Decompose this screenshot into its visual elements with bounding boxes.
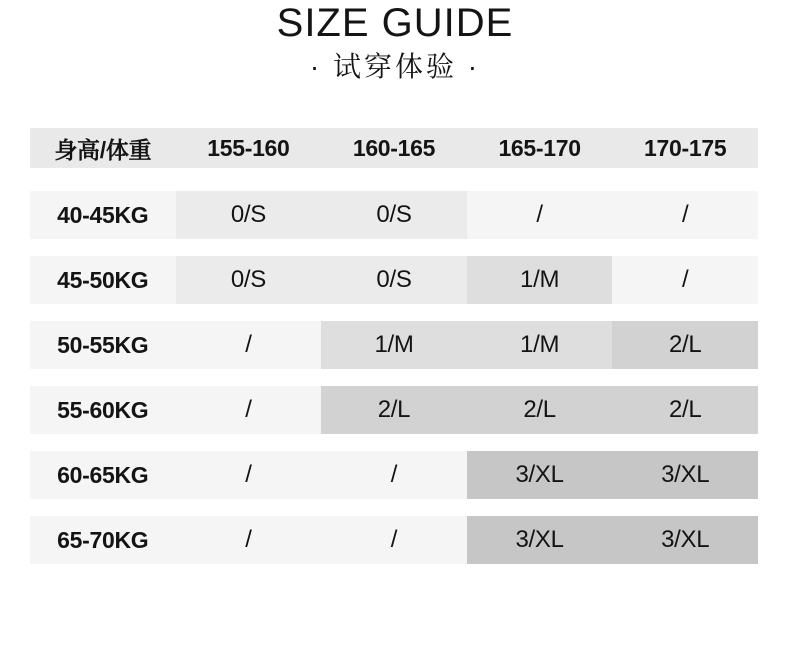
column-header: 155-160: [207, 134, 290, 161]
size-cell: /: [612, 256, 758, 304]
table-body: [30, 191, 758, 564]
size-cell: /: [176, 451, 322, 499]
row-label: 55-60KG: [30, 386, 176, 434]
size-cell: 2/L: [467, 386, 613, 434]
row-label: 45-50KG: [30, 256, 176, 304]
size-cell: 1/M: [321, 321, 467, 369]
size-cell: /: [321, 451, 467, 499]
size-cell: /: [612, 191, 758, 239]
size-cell: 0/S: [176, 256, 322, 304]
size-cell: 3/XL: [612, 516, 758, 564]
size-cell: 2/L: [321, 386, 467, 434]
size-cell: /: [176, 386, 322, 434]
size-cell: /: [176, 516, 322, 564]
size-cell: 3/XL: [467, 451, 613, 499]
page-title: SIZE GUIDE: [276, 1, 514, 45]
page-subtitle: · 试穿体验 ·: [309, 51, 481, 82]
size-table: [30, 128, 758, 564]
size-cell: 0/S: [321, 191, 467, 239]
size-cell: 2/L: [612, 321, 758, 369]
size-cell: 0/S: [321, 256, 467, 304]
row-label: 65-70KG: [30, 516, 176, 564]
table-row: [30, 516, 758, 564]
column-header: 170-175: [644, 134, 727, 161]
size-cell: 3/XL: [467, 516, 613, 564]
column-header: 160-165: [352, 134, 436, 161]
size-cell: 2/L: [612, 386, 758, 434]
table-row: [30, 191, 758, 239]
size-cell: /: [321, 516, 467, 564]
size-cell: 3/XL: [612, 451, 758, 499]
table-row: [30, 321, 758, 369]
table-row: [30, 386, 758, 434]
row-label: 60-65KG: [30, 451, 176, 499]
table-row: [30, 256, 758, 304]
size-cell: /: [176, 321, 322, 369]
column-header: 165-170: [498, 134, 581, 161]
table-row: [30, 451, 758, 499]
size-cell: 1/M: [467, 256, 613, 304]
row-label: 40-45KG: [30, 191, 176, 239]
column-header: 身高/体重: [54, 136, 152, 163]
row-label: 50-55KG: [30, 321, 176, 369]
size-cell: 0/S: [176, 191, 322, 239]
size-cell: /: [467, 191, 613, 239]
table-header-row: [30, 128, 758, 168]
size-cell: 1/M: [467, 321, 613, 369]
